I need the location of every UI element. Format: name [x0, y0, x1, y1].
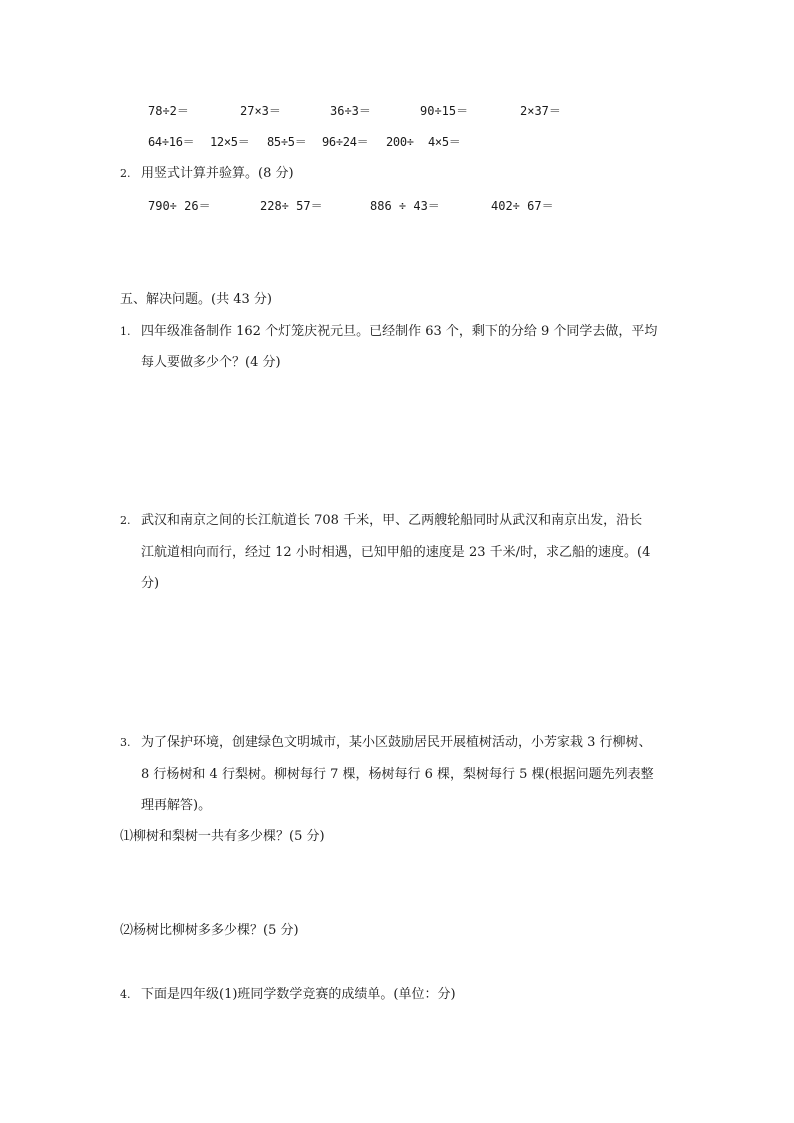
question-number: 2.	[120, 167, 131, 180]
sub-question: ⑵杨树比柳树多多少棵？(5 分)	[120, 923, 299, 938]
question-text: 四年级准备制作 162 个灯笼庆祝元旦。已经制作 63 个，剩下的分给 9 个同学去做，平均	[141, 324, 658, 339]
oral-calc-item: 90÷15＝	[420, 104, 469, 118]
question-number: 3.	[120, 736, 131, 749]
question-text: 武汉和南京之间的长江航道长 708 千米，甲、乙两艘轮船同时从武汉和南京出发，沿长	[141, 513, 643, 528]
oral-calc-item: 12×5＝	[210, 135, 250, 149]
section-heading: 五、解决问题。(共 43 分)	[120, 292, 272, 307]
oral-calc-item: 78÷2＝	[148, 104, 189, 118]
question-text: 理再解答)。	[141, 798, 212, 813]
oral-calc-item: 4×5＝	[428, 135, 461, 149]
oral-calc-item: 64÷16＝	[148, 135, 195, 149]
vertical-calc-item: 228÷ 57＝	[260, 199, 323, 213]
oral-calc-item: 27×3＝	[240, 104, 281, 118]
oral-calc-item: 200÷	[386, 135, 414, 149]
vertical-calc-item: 402÷ 67＝	[491, 199, 554, 213]
question-number: 1.	[120, 325, 131, 338]
vertical-calc-item: 886 ÷ 43＝	[370, 199, 440, 213]
question-title: 用竖式计算并验算。(8 分)	[141, 166, 294, 181]
oral-calc-item: 85÷5＝	[267, 135, 307, 149]
question-text: 分)	[141, 576, 160, 591]
question-number: 2.	[120, 514, 131, 527]
question-text: 为了保护环境，创建绿色文明城市，某小区鼓励居民开展植树活动，小芳家栽 3 行柳树、	[141, 735, 652, 750]
question-text: 下面是四年级(1)班同学数学竞赛的成绩单。(单位：分)	[141, 987, 456, 1002]
sub-question: ⑴柳树和梨树一共有多少棵？(5 分)	[120, 829, 325, 844]
oral-calc-item: 36÷3＝	[330, 104, 371, 118]
vertical-calc-item: 790÷ 26＝	[148, 199, 211, 213]
oral-calc-item: 2×37＝	[520, 104, 561, 118]
question-text: 8 行杨树和 4 行梨树。柳树每行 7 棵，杨树每行 6 棵，梨树每行 5 棵(根据问题先列表整	[141, 767, 654, 782]
oral-calc-item: 96÷24＝	[322, 135, 369, 149]
question-text: 每人要做多少个？(4 分)	[141, 355, 281, 370]
question-number: 4.	[120, 988, 131, 1001]
question-text: 江航道相向而行，经过 12 小时相遇，已知甲船的速度是 23 千米/时，求乙船的速度。(4	[141, 545, 651, 560]
